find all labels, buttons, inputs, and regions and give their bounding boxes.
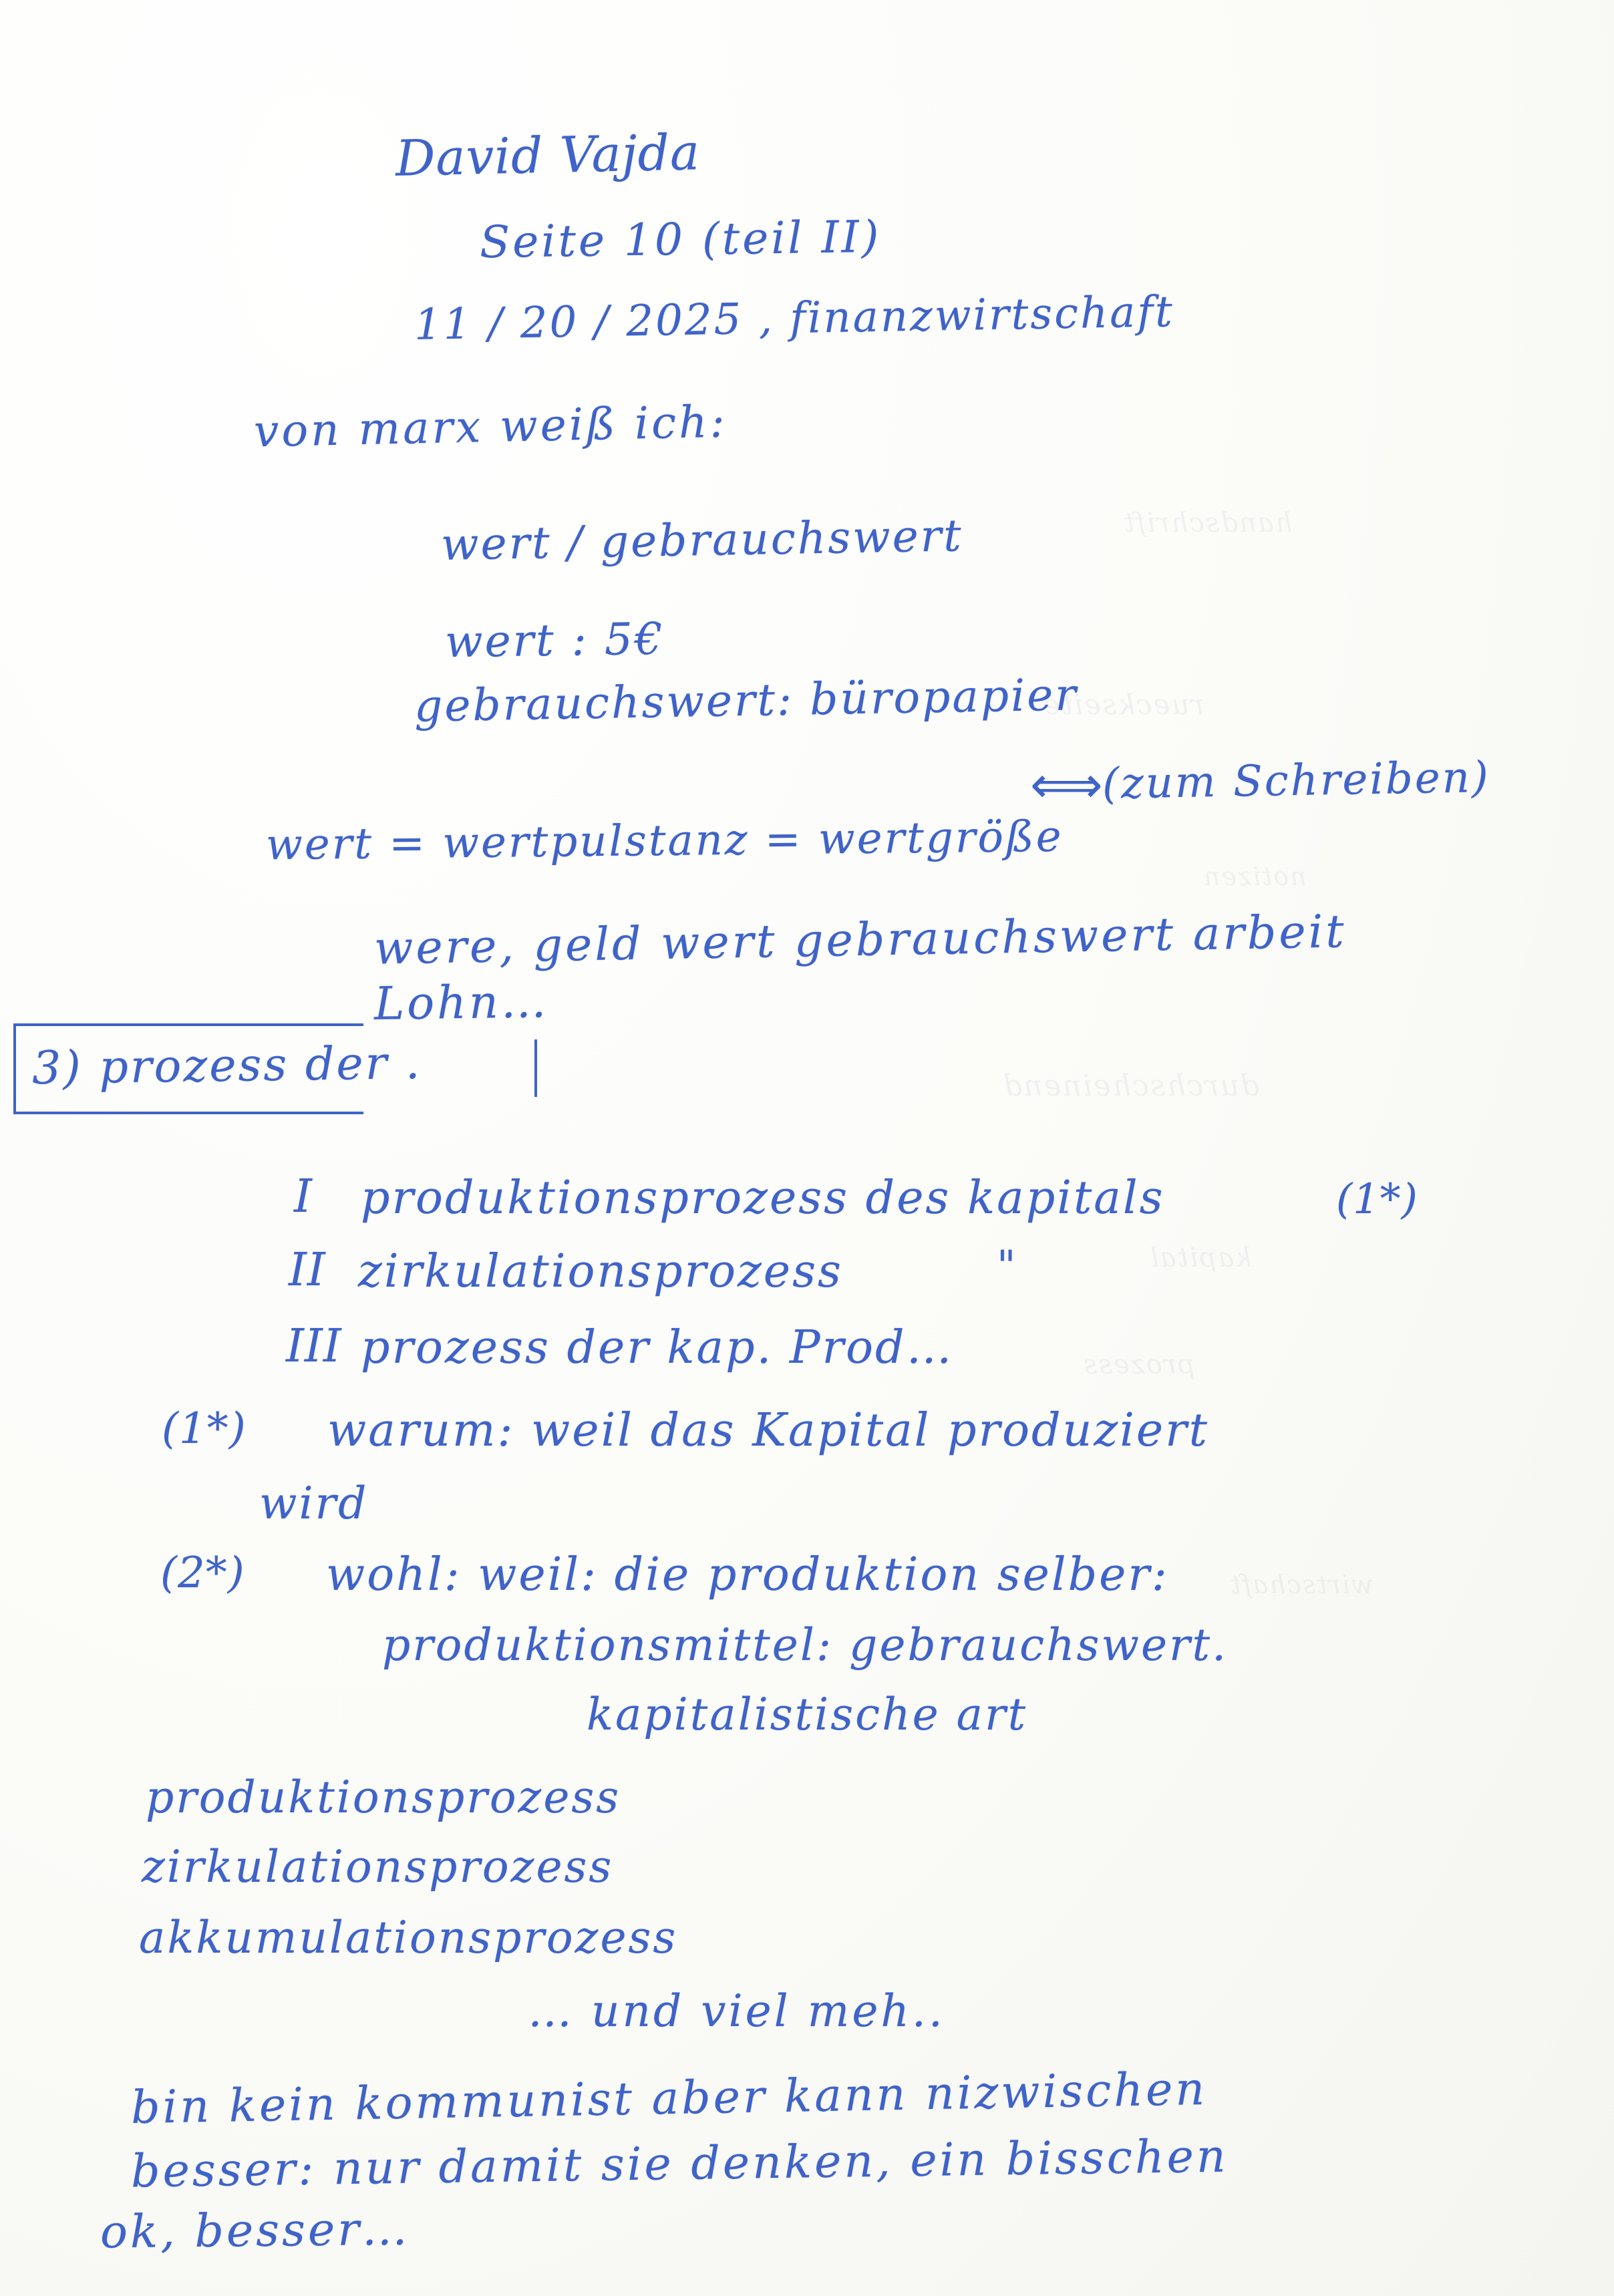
line-intro: von marx weiß ich: — [253, 395, 728, 458]
item-ref: " — [997, 1241, 1017, 1290]
line-keywords-2: Lohn… — [373, 975, 550, 1031]
bleed-through-text: kapital — [1149, 1243, 1252, 1273]
note-text: kapitalistische art — [587, 1689, 1028, 1740]
line-arrow-note: (zum Schreiben) — [1102, 752, 1491, 810]
section-heading-label: 3) prozess der . — [31, 1036, 422, 1096]
line-gebrauchswert-value: gebrauchswert: büropapier — [414, 669, 1079, 732]
footer-line-1: bin kein kommunist aber kann nizwischen — [130, 2062, 1208, 2135]
item-text: produktionsprozess des kapitals — [361, 1172, 1165, 1224]
item-numeral: I — [294, 1170, 313, 1223]
section-item — [294, 1170, 1418, 1224]
note-marker: (2*) — [160, 1548, 245, 1598]
note-text: wohl: weil: die produktion selber: — [326, 1548, 1169, 1601]
item-numeral: II — [289, 1244, 326, 1297]
bleed-through-text: durchscheinend — [1002, 1069, 1260, 1103]
date-and-topic: 11 / 20 / 2025 , finanzwirtschaft — [414, 287, 1175, 350]
bleed-through-text: rueckseite — [1042, 688, 1204, 721]
section-note — [162, 1404, 1209, 1457]
bleed-through-text: wirtschaft — [1229, 1570, 1374, 1599]
footer-line-3: ok, besser… — [100, 2202, 411, 2259]
item-ref: (1*) — [1336, 1174, 1418, 1223]
double-arrow-icon: ⟺ — [1030, 755, 1103, 814]
bleed-through-text: handschrift — [1122, 508, 1293, 538]
section-note — [160, 1548, 1169, 1601]
section-item — [289, 1241, 1017, 1298]
line-wert-value: wert : 5€ — [444, 613, 665, 668]
line-equation: wert = wertpulstanz = wertgröße — [265, 812, 1064, 870]
item-text: zirkulationsprozess — [358, 1245, 843, 1298]
process-list-tail: … und viel meh.. — [528, 1985, 945, 2037]
page-label: Seite 10 (teil II) — [479, 210, 882, 269]
footer-line-2: besser: nur damit sie denken, ein bisschen — [130, 2130, 1229, 2198]
author-name: David Vajda — [395, 124, 701, 188]
item-numeral: III — [286, 1320, 342, 1373]
item-text: prozess der kap. Prod… — [361, 1321, 954, 1374]
note-marker: (1*) — [162, 1404, 247, 1454]
section-item — [286, 1320, 954, 1374]
line-wert-gebrauchswert: wert / gebrauchswert — [440, 510, 964, 570]
process-list-item: zirkulationsprozess — [142, 1841, 614, 1893]
process-list-item: akkumulationsprozess — [139, 1912, 678, 1963]
note-text: wird — [259, 1478, 369, 1529]
line-keywords: were, geld wert gebrauchswert arbeit — [373, 905, 1347, 975]
bleed-through-text: notizen — [1202, 862, 1307, 891]
section-heading-box-tail — [534, 1039, 537, 1097]
note-text: warum: weil das Kapital produziert — [327, 1404, 1209, 1457]
note-text: produktionsmittel: gebrauchswert. — [382, 1619, 1229, 1671]
process-list-item: produktionsprozess — [146, 1772, 621, 1823]
bleed-through-text: prozess — [1082, 1349, 1195, 1380]
